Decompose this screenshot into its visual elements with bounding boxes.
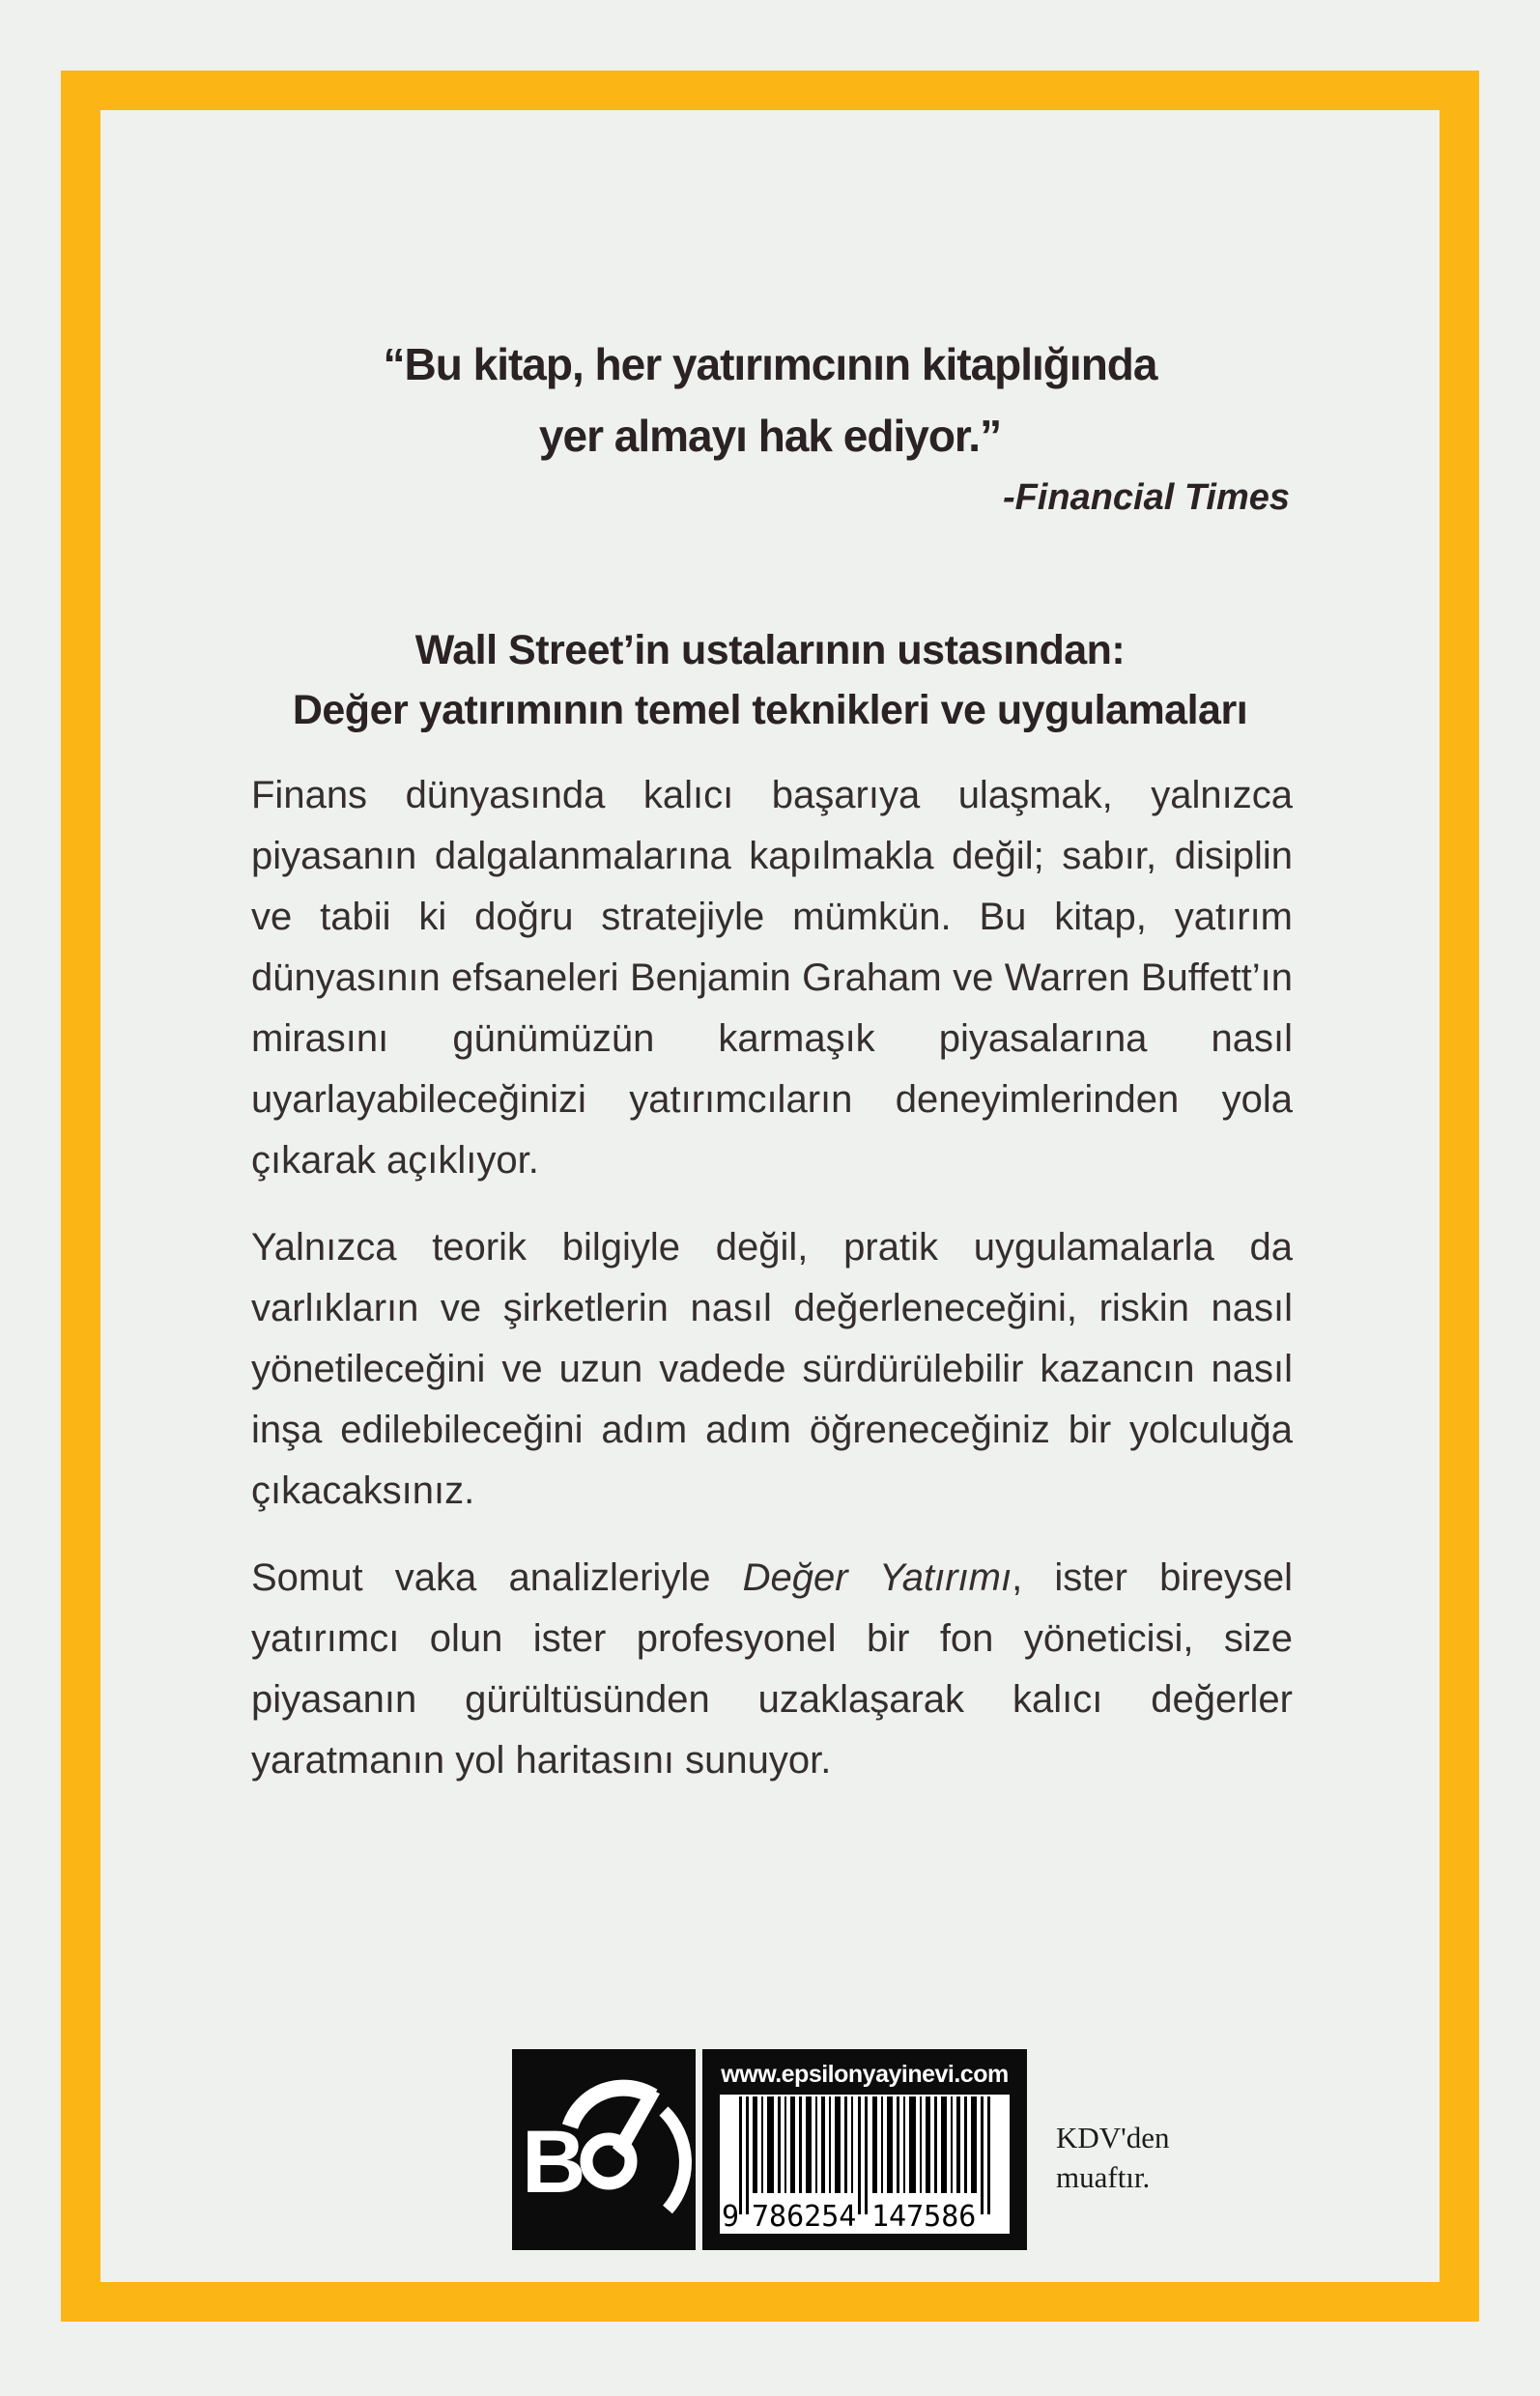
barcode-block [702, 2049, 1027, 2250]
description-paragraph-3: Somut vaka analizleriyle Değer Yatırımı, ister bireysel yatırımcı olun ister profesyonel bir fon yöneticisi, size piyasanın gürültüsünden uzaklaşarak kalıcı değerler yaratmanın yol haritasını sunuyor. [251, 1556, 1293, 1782]
description-paragraph-1: Finans dünyasında kalıcı başarıya ulaşmak, yalnızca piyasanın dalgalanmalarına kapılmakla değil; sabır, disiplin ve tabii ki doğru stratejiyle mümkün. Bu kitap, yatırım dünyasının efsaneleri Benjamin Graham ve Warren Buffett’ın mirasını günümüzün karmaşık piyasalarına nasıl uyarlayabileceğinizi yatırımcıların deneyimlerinden yola çıkarak açıklıyor. [251, 774, 1293, 1182]
review-quote [250, 328, 1290, 524]
svg-text:147586: 147586 [871, 2200, 977, 2234]
svg-text:9: 9 [722, 2200, 740, 2234]
svg-text:786254: 786254 [752, 2200, 857, 2234]
quote-line-1: “Bu kitap, her yatırımcının kitaplığında [383, 339, 1157, 389]
tagline-heading [100, 620, 1440, 740]
publisher-logo-icon [512, 2049, 696, 2250]
svg-text:B: B [522, 2113, 586, 2211]
barcode [720, 2095, 1010, 2234]
barcode-bars-icon [720, 2095, 1010, 2234]
quote-attribution: -Financial Times [1002, 477, 1290, 518]
tagline-line-1: Wall Street’in ustalarının ustasından: [414, 627, 1126, 673]
description-paragraph-2: Yalnızca teorik bilgiyle değil, pratik uygulamalarla da varlıkların ve şirketlerin nasıl değerleneceğini, riskin nasıl yönetileceğini ve uzun vadede sürdürülebilir kazancın nasıl inşa edilebileceğini adım adım öğreneceğiniz bir yolculuğa çıkacaksınız. [251, 1226, 1293, 1512]
publisher-logo [512, 2049, 696, 2250]
tagline-line-2: Değer yatırımının temel teknikleri ve uygulamaları [292, 687, 1248, 733]
back-cover-description [251, 765, 1293, 1817]
tax-exemption-note: KDV'den muaftır. [1056, 2121, 1170, 2194]
book-title-italic: Değer Yatırımı [742, 1556, 1012, 1599]
quote-line-2: yer almayı hak ediyor.” [538, 411, 1002, 461]
publisher-website: www.epsilonyayinevi.com [721, 2061, 1009, 2088]
